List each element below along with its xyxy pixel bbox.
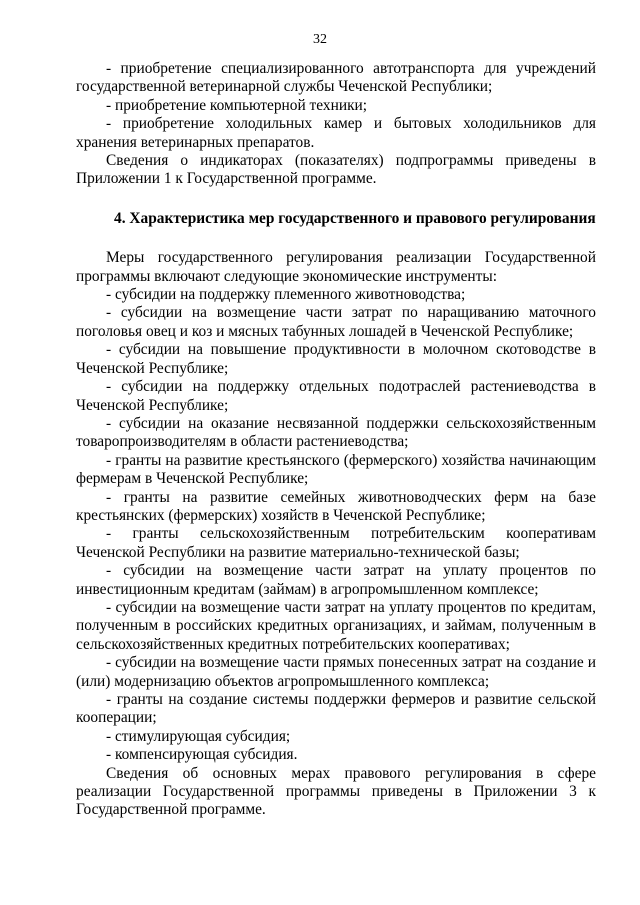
list-item: - гранты на развитие семейных животноводческих ферм на базе крестьянских (фермерских) хозяйств в Чеченской Республике; [76, 488, 596, 524]
list-item: - гранты сельскохозяйственным потребительским кооперативам Чеченской Республики на развитие материально-технической базы; [76, 525, 596, 561]
paragraph: - приобретение компьютерной техники; [106, 96, 368, 114]
section-heading: 4. Характеристика мер государственного и правового регулирования [114, 209, 596, 227]
paragraph: - приобретение холодильных камер и бытовых холодильников для хранения ветеринарных препаратов. [76, 115, 596, 151]
paragraph: Меры государственного регулирования реализации Государственной программы включают следующие экономические инструменты: [76, 249, 596, 285]
list-item: - субсидии на возмещение части затрат на уплату процентов по кредитам, полученным в российских кредитных организациях, и займам, полученным в сельскохозяйственных кредитных потребительских кооперативах; [76, 598, 596, 653]
list-item: - компенсирующая субсидия. [106, 746, 298, 764]
paragraph: Сведения о индикаторах (показателях) подпрограммы приведены в Приложении 1 к Государственной программе. [76, 152, 596, 188]
document-body [76, 60, 596, 820]
page-number: 32 [313, 32, 327, 47]
list-item: - субсидии на поддержку племенного животноводства; [106, 286, 466, 304]
paragraph: Сведения об основных мерах правового регулирования в сфере реализации Государственной программы приведены в Приложении 3 к Государственной программе. [76, 764, 596, 819]
list-item: - субсидии на поддержку отдельных подотраслей растениеводства в Чеченской Республике; [76, 378, 596, 414]
list-item: - гранты на развитие крестьянского (фермерского) хозяйства начинающим фермерам в Чеченской Республике; [76, 451, 596, 488]
list-item: - субсидии на оказание несвязанной поддержки сельскохозяйственным товаропроизводителям в области растениеводства; [76, 414, 596, 451]
list-item: - субсидии на повышение продуктивности в молочном скотоводстве в Чеченской Республике; [76, 341, 596, 377]
list-item: - субсидии на возмещение части прямых понесенных затрат на создание и (или) модернизацию объектов агропромышленного комплекса; [76, 654, 596, 690]
list-item: - стимулирующая субсидия; [106, 727, 291, 745]
list-item: - гранты на создание системы поддержки фермеров и развитие сельской кооперации; [76, 691, 596, 727]
list-item: - субсидии на возмещение части затрат на уплату процентов по инвестиционным кредитам (займам) в агропромышленном комплексе; [76, 562, 596, 598]
list-item: - субсидии на возмещение части затрат по наращиванию маточного поголовья овец и коз и мясных табунных лошадей в Чеченской Республике; [76, 304, 596, 340]
paragraph: - приобретение специализированного автотранспорта для учреждений государственной ветеринарной службы Чеченской Республики; [76, 60, 596, 96]
